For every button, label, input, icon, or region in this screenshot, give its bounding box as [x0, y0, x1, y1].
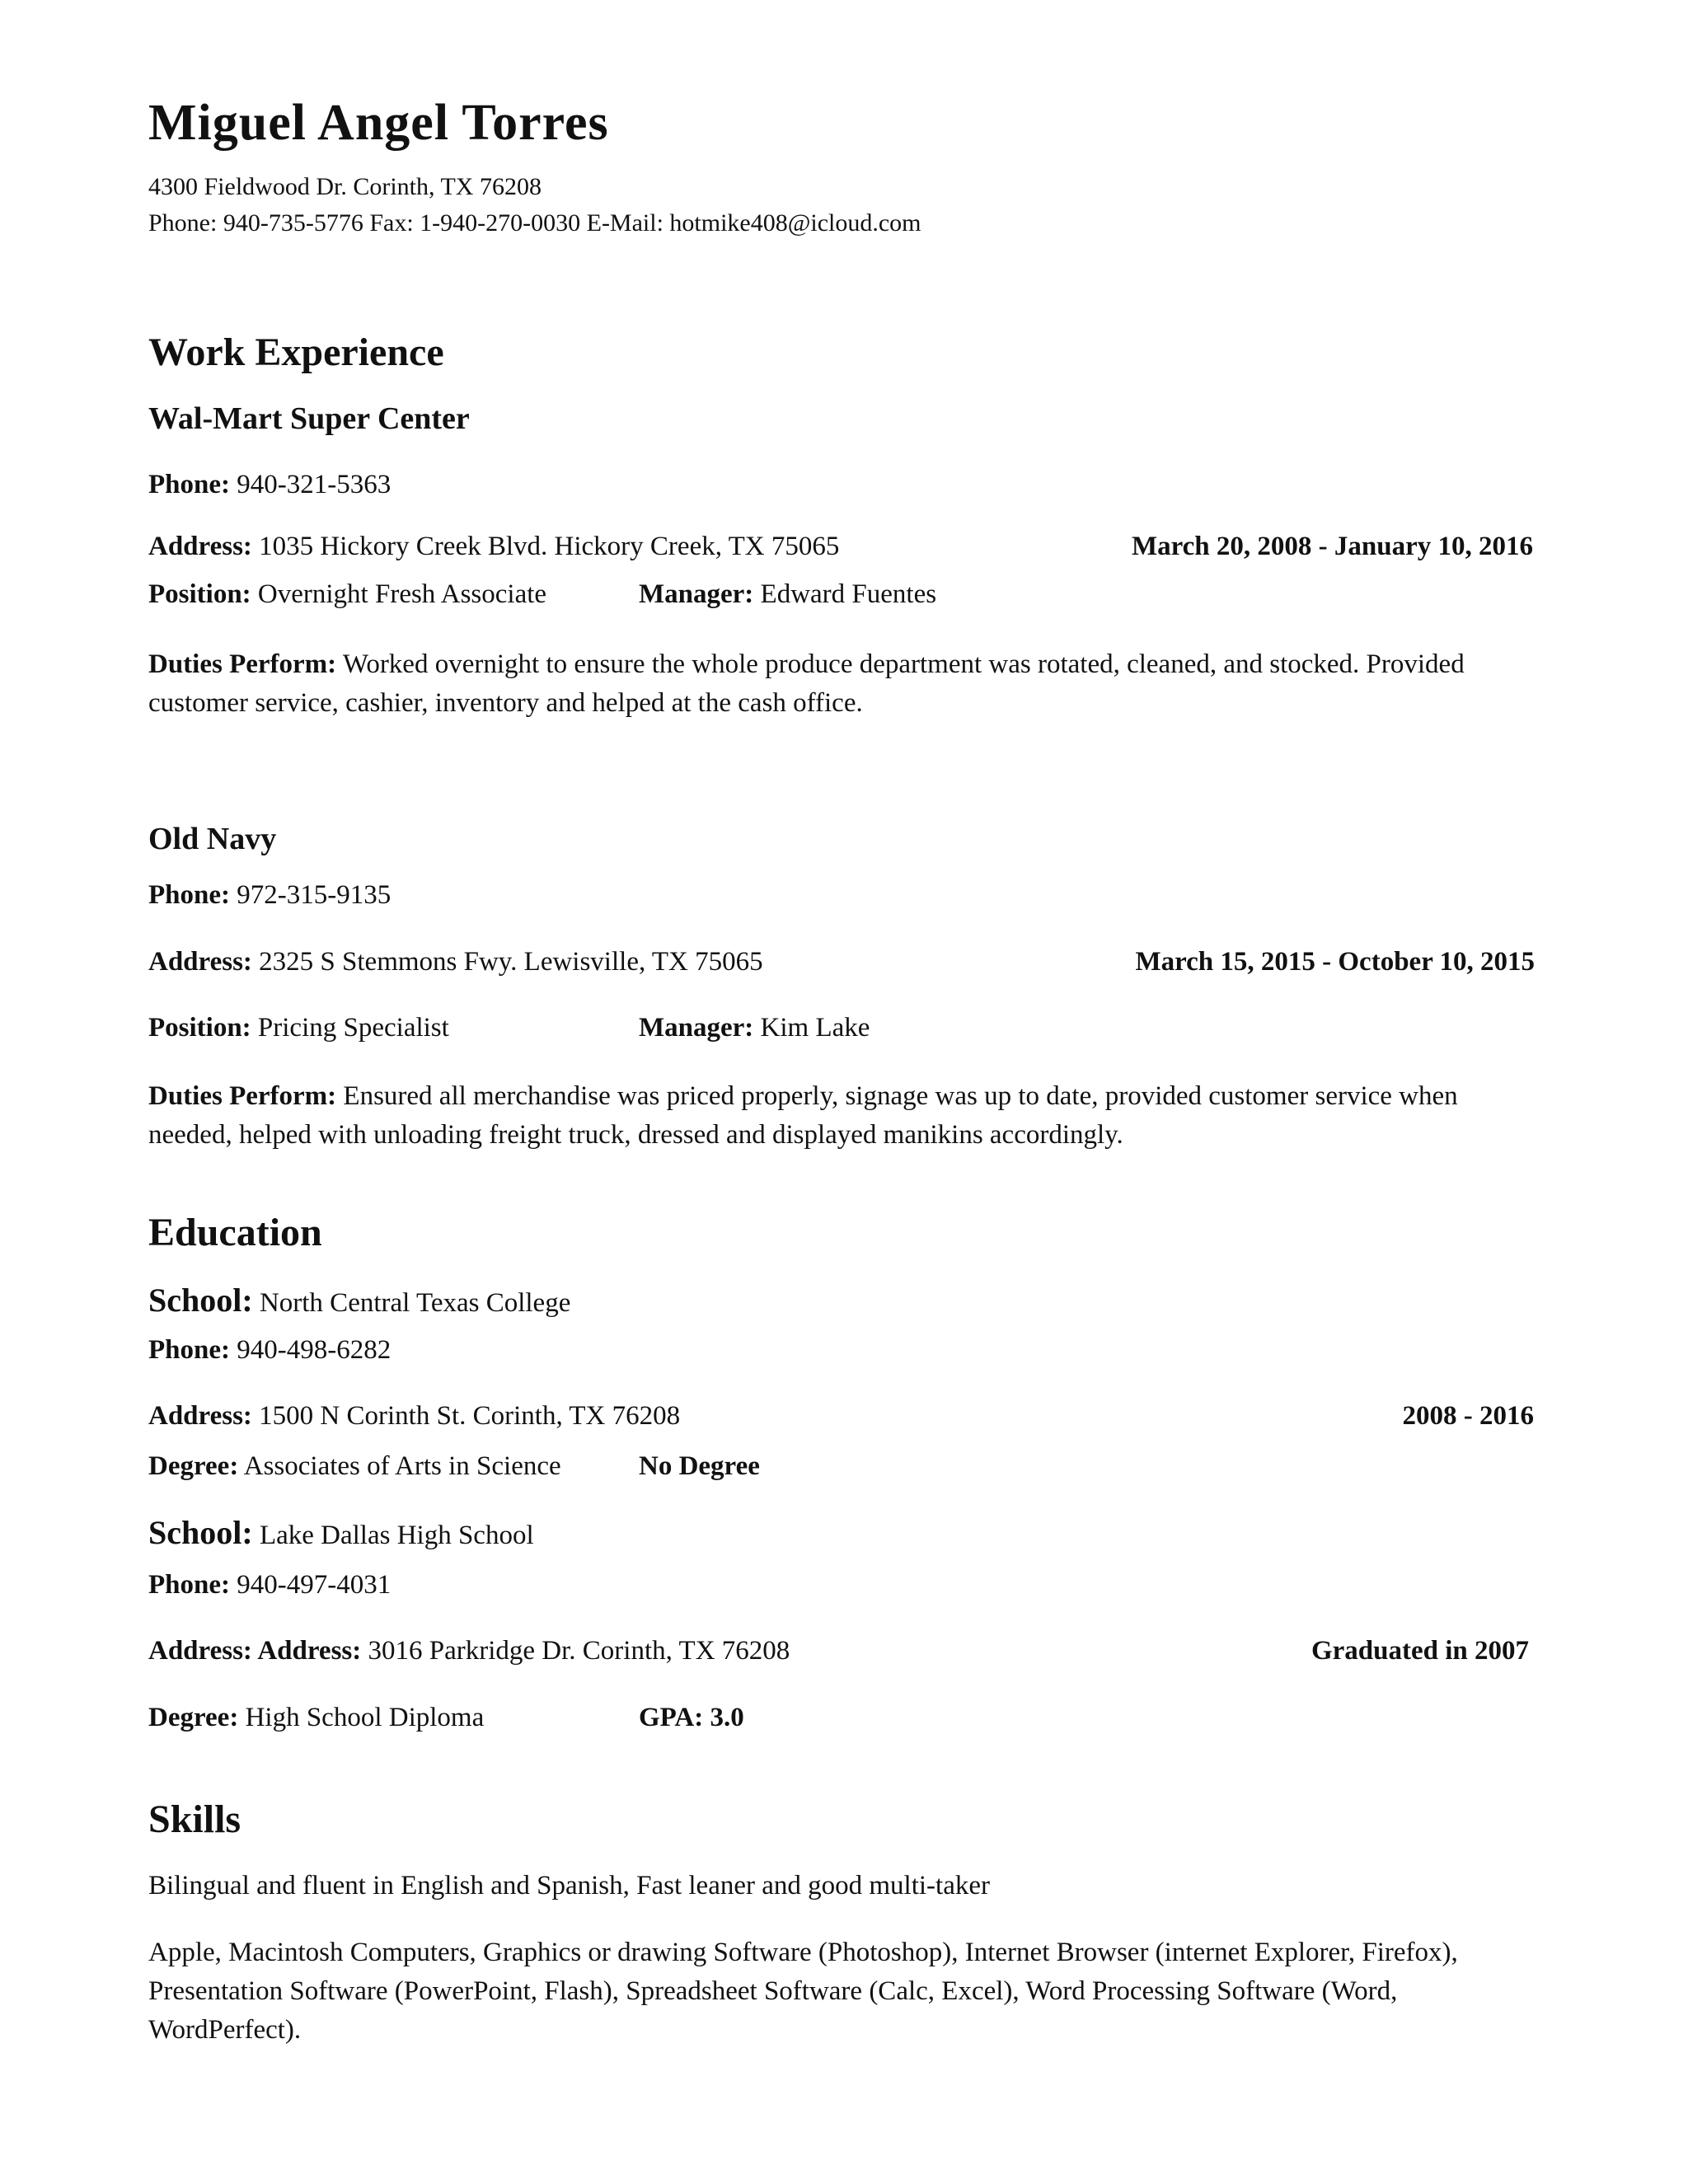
job-position-label: Position:: [148, 1013, 251, 1043]
applicant-contact: Phone: 940-735-5776 Fax: 1-940-270-0030 E-Mail: hotmike408@icloud.com: [148, 209, 921, 237]
job-duties-label: Duties Perform:: [148, 1081, 337, 1111]
school-name: [148, 1281, 570, 1319]
school-degree: [148, 1703, 484, 1733]
school-degree-label: Degree:: [148, 1703, 239, 1732]
school-address-value: 1500 N Corinth St. Corinth, TX 76208: [259, 1401, 681, 1431]
job-duties-text: Worked overnight to ensure the whole produce department was rotated, cleaned, and stocked. Provided customer service, cashier, inventory and helped at the cash office.: [148, 649, 1465, 718]
job-duties: [148, 1077, 1533, 1155]
job-manager-label: Manager:: [639, 579, 754, 609]
job-position: [148, 579, 546, 610]
skills-line-languages: Bilingual and fluent in English and Spanish, Fast leaner and good multi-taker: [148, 1871, 990, 1900]
school-phone: [148, 1570, 391, 1601]
job-phone: [148, 880, 391, 911]
skills-heading: Skills: [148, 1797, 241, 1841]
job-employer: Old Navy: [148, 822, 277, 856]
school-degree: [148, 1451, 561, 1482]
job-address-value: 2325 S Stemmons Fwy. Lewisville, TX 75065: [259, 947, 763, 977]
job-manager: [639, 1013, 870, 1043]
school-phone: [148, 1335, 391, 1366]
job-phone-value: 972-315-9135: [237, 880, 392, 910]
job-position-label: Position:: [148, 579, 251, 609]
job-phone: [148, 470, 391, 500]
school-value: North Central Texas College: [259, 1288, 571, 1318]
school-degree-value: Associates of Arts in Science: [243, 1451, 561, 1481]
job-duties-text: Ensured all merchandise was priced properly, signage was up to date, provided customer service when needed, helped with unloading freight truck, dressed and displayed manikins accordingly.: [148, 1081, 1458, 1150]
job-position-value: Overnight Fresh Associate: [257, 579, 547, 609]
school-dates: Graduated in 2007: [1311, 1636, 1529, 1666]
school-phone-label: Phone:: [148, 1570, 230, 1600]
job-dates: March 15, 2015 - October 10, 2015: [1135, 947, 1535, 977]
school-phone-value: 940-498-6282: [237, 1335, 392, 1365]
school-address-value: 3016 Parkridge Dr. Corinth, TX 76208: [368, 1636, 790, 1666]
job-dates: March 20, 2008 - January 10, 2016: [1131, 532, 1533, 561]
school-degree-value: High School Diploma: [245, 1703, 485, 1732]
school-phone-value: 940-497-4031: [237, 1570, 392, 1600]
job-duties-label: Duties Perform:: [148, 649, 337, 679]
school-phone-label: Phone:: [148, 1335, 230, 1365]
job-manager-value: Edward Fuentes: [760, 579, 937, 609]
school-label: School:: [148, 1514, 253, 1551]
skills-line-software: Apple, Macintosh Computers, Graphics or drawing Software (Photoshop), Internet Browser (internet Explorer, Firefox), Presentation Software (PowerPoint, Flash), Spreadsheet Software (Calc, Excel), Word Processing Software (Word, WordPerfect).: [148, 1938, 1458, 2045]
job-employer: Wal-Mart Super Center: [148, 401, 470, 436]
job-position: [148, 1013, 449, 1043]
school-dates: 2008 - 2016: [1402, 1401, 1534, 1431]
job-phone-label: Phone:: [148, 470, 230, 499]
job-manager: [639, 579, 936, 610]
job-address-value: 1035 Hickory Creek Blvd. Hickory Creek, TX 75065: [259, 532, 840, 561]
school-address-label: Address: Address:: [148, 1636, 362, 1666]
school-label: School:: [148, 1282, 253, 1319]
job-phone-value: 940-321-5363: [237, 470, 392, 499]
school-address-label: Address:: [148, 1401, 252, 1431]
applicant-address: 4300 Fieldwood Dr. Corinth, TX 76208: [148, 173, 542, 200]
job-address: [148, 532, 839, 562]
job-manager-label: Manager:: [639, 1013, 754, 1043]
job-address: [148, 947, 763, 977]
job-phone-label: Phone:: [148, 880, 230, 910]
job-position-value: Pricing Specialist: [257, 1013, 449, 1043]
school-value: Lake Dallas High School: [259, 1521, 534, 1550]
job-address-label: Address:: [148, 947, 252, 977]
job-manager-value: Kim Lake: [760, 1013, 870, 1043]
school-degree-label: Degree:: [148, 1451, 239, 1481]
school-address: [148, 1401, 680, 1432]
education-heading: Education: [148, 1211, 322, 1254]
job-address-label: Address:: [148, 532, 252, 561]
school-degree-note: No Degree: [639, 1451, 760, 1481]
applicant-name: Miguel Angel Torres: [148, 95, 609, 151]
job-duties: [148, 645, 1533, 723]
school-gpa: GPA: 3.0: [639, 1703, 744, 1732]
school-address: [148, 1636, 790, 1666]
work-experience-heading: Work Experience: [148, 330, 444, 374]
school-name: [148, 1513, 534, 1552]
